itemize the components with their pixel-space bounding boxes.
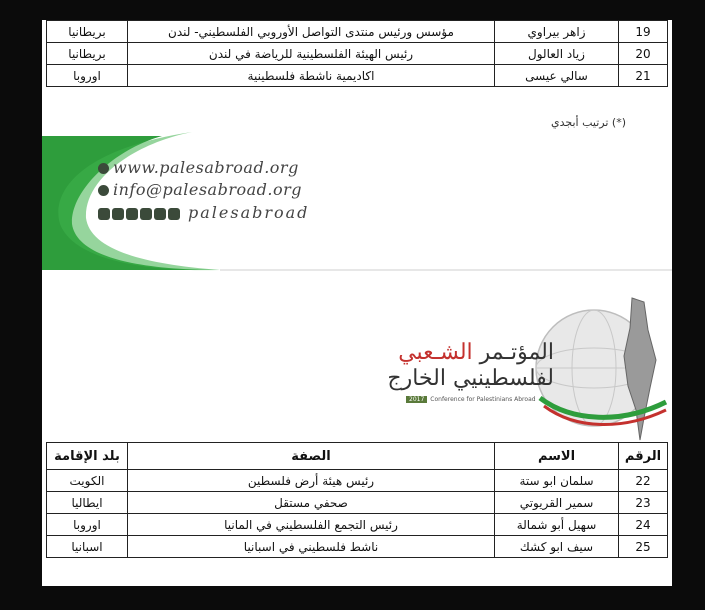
row-name: زياد العالول bbox=[495, 43, 619, 65]
row-title: ناشط فلسطيني في اسبانيا bbox=[128, 536, 495, 558]
globe-icon bbox=[98, 163, 109, 174]
logo-text-popular: الشـعبي bbox=[398, 340, 473, 365]
facebook-icon bbox=[98, 208, 110, 220]
row-number: 23 bbox=[619, 492, 668, 514]
website-line bbox=[98, 158, 299, 177]
row-country: بريطانيا bbox=[47, 21, 128, 43]
row-number: 20 bbox=[619, 43, 668, 65]
row-name: سهيل أبو شمالة bbox=[495, 514, 619, 536]
participants-table-top bbox=[46, 20, 668, 87]
row-number: 19 bbox=[619, 21, 668, 43]
row-country: اوروبا bbox=[47, 514, 128, 536]
row-title: مؤسس ورئيس منتدى التواصل الأوروبي الفلسطيني- لندن bbox=[128, 21, 495, 43]
social-line bbox=[98, 203, 309, 222]
row-country: ايطاليا bbox=[47, 492, 128, 514]
logo-subtitle bbox=[406, 396, 582, 403]
contact-banner bbox=[42, 132, 672, 292]
social-handle: palesabroad bbox=[188, 203, 310, 222]
document-page bbox=[42, 20, 672, 586]
row-number: 21 bbox=[619, 65, 668, 87]
table-row bbox=[47, 536, 668, 558]
table-row bbox=[47, 21, 668, 43]
email-icon bbox=[98, 185, 109, 196]
row-name: زاهر بيراوي bbox=[495, 21, 619, 43]
row-name: سالي عيسى bbox=[495, 65, 619, 87]
table-row bbox=[47, 43, 668, 65]
linkedin-icon bbox=[168, 208, 180, 220]
row-number: 22 bbox=[619, 470, 668, 492]
conference-logo-title bbox=[387, 340, 554, 392]
header-title: الصفة bbox=[128, 443, 495, 470]
table-row bbox=[47, 470, 668, 492]
header-country: بلد الإقامة bbox=[47, 443, 128, 470]
row-country: بريطانيا bbox=[47, 43, 128, 65]
logo-text-abroad: لفلسطينيي الخارج bbox=[387, 366, 554, 391]
row-number: 24 bbox=[619, 514, 668, 536]
row-name: سيف ابو كشك bbox=[495, 536, 619, 558]
row-number: 25 bbox=[619, 536, 668, 558]
table-row bbox=[47, 65, 668, 87]
twitter-icon bbox=[112, 208, 124, 220]
header-name: الاسم bbox=[495, 443, 619, 470]
row-country: اوروبا bbox=[47, 65, 128, 87]
social-icons bbox=[98, 208, 180, 220]
row-title: صحفي مستقل bbox=[128, 492, 495, 514]
logo-text-conference: المؤتـمر bbox=[472, 340, 554, 365]
table-header-row bbox=[47, 443, 668, 470]
alphabetical-note: (*) ترتيب أبجدي bbox=[551, 116, 626, 129]
row-title: رئيس التجمع الفلسطيني في المانيا bbox=[128, 514, 495, 536]
row-title: رئيس الهيئة الفلسطينية للرياضة في لندن bbox=[128, 43, 495, 65]
row-country: اسبانيا bbox=[47, 536, 128, 558]
email-text: info@palesabroad.org bbox=[113, 180, 303, 199]
instagram-icon bbox=[140, 208, 152, 220]
row-country: الكويت bbox=[47, 470, 128, 492]
participants-table-bottom bbox=[46, 442, 668, 558]
row-name: سمير القريوتي bbox=[495, 492, 619, 514]
logo-year: 2017 bbox=[406, 396, 427, 403]
website-text: www.palesabroad.org bbox=[113, 158, 299, 177]
google-plus-icon bbox=[154, 208, 166, 220]
youtube-icon bbox=[126, 208, 138, 220]
row-title: رئيس هيئة أرض فلسطين bbox=[128, 470, 495, 492]
table-row bbox=[47, 514, 668, 536]
row-title: اكاديمية ناشطة فلسطينية bbox=[128, 65, 495, 87]
row-name: سلمان ابو ستة bbox=[495, 470, 619, 492]
table-row bbox=[47, 492, 668, 514]
header-number: الرقم bbox=[619, 443, 668, 470]
logo-english: Conference for Palestinians Abroad bbox=[430, 396, 536, 403]
email-line bbox=[98, 180, 302, 199]
